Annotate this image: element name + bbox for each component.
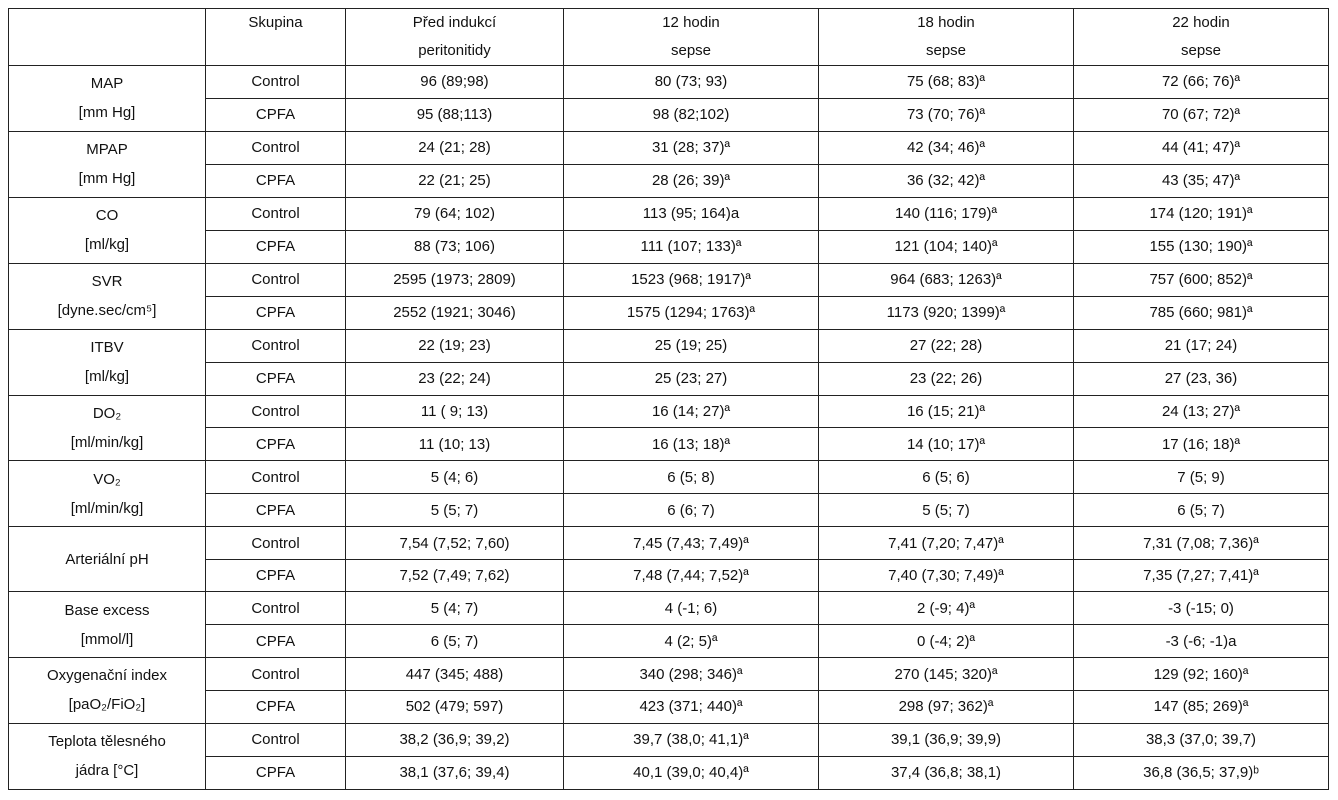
value-cell: 7 (5; 9) xyxy=(1074,461,1329,494)
value-cell: 447 (345; 488) xyxy=(346,658,564,691)
group-cell: Control xyxy=(206,395,346,428)
parameter-name: CO xyxy=(95,207,119,225)
results-table xyxy=(8,8,1329,790)
value-cell: 4 (-1; 6) xyxy=(564,592,819,625)
value-cell: 75 (68; 83)ª xyxy=(819,66,1074,99)
value-cell: 6 (5; 8) xyxy=(564,461,819,494)
group-cell: Control xyxy=(206,263,346,296)
column-header-3 xyxy=(564,9,819,66)
table-row xyxy=(9,66,1329,99)
group-cell: CPFA xyxy=(206,690,346,723)
column-header-line: peritonitidy xyxy=(418,42,491,59)
table-row xyxy=(9,131,1329,164)
group-cell: CPFA xyxy=(206,428,346,461)
column-header-2 xyxy=(346,9,564,66)
column-header-4 xyxy=(819,9,1074,66)
parameter-name: ITBV xyxy=(90,339,124,357)
value-cell: 27 (22; 28) xyxy=(819,329,1074,362)
value-cell: 79 (64; 102) xyxy=(346,197,564,230)
table-row xyxy=(9,329,1329,362)
value-cell: 423 (371; 440)ª xyxy=(564,690,819,723)
table-row xyxy=(9,723,1329,756)
value-cell: 298 (97; 362)ª xyxy=(819,690,1074,723)
table-row xyxy=(9,559,1329,591)
value-cell: 80 (73; 93) xyxy=(564,66,819,99)
column-header-line: sepse xyxy=(925,42,967,59)
parameter-unit: [ml/kg] xyxy=(84,236,130,254)
value-cell: 4 (2; 5)ª xyxy=(564,625,819,658)
column-header-line: 22 hodin xyxy=(1172,14,1230,31)
value-cell: 7,35 (7,27; 7,41)ª xyxy=(1074,559,1329,591)
table-row xyxy=(9,395,1329,428)
value-cell: 113 (95; 164)a xyxy=(564,197,819,230)
value-cell: 6 (6; 7) xyxy=(564,494,819,527)
value-cell: 72 (66; 76)ª xyxy=(1074,66,1329,99)
group-cell: CPFA xyxy=(206,559,346,591)
value-cell: 6 (5; 7) xyxy=(346,625,564,658)
value-cell: 7,52 (7,49; 7,62) xyxy=(346,559,564,591)
parameter-cell xyxy=(9,527,206,592)
value-cell: 27 (23, 36) xyxy=(1074,362,1329,395)
value-cell: 1575 (1294; 1763)ª xyxy=(564,296,819,329)
value-cell: 38,3 (37,0; 39,7) xyxy=(1074,723,1329,756)
parameter-name: DO₂ xyxy=(92,404,122,422)
parameter-cell xyxy=(9,592,206,658)
value-cell: 43 (35; 47)ª xyxy=(1074,164,1329,197)
table-row xyxy=(9,164,1329,197)
table-row xyxy=(9,296,1329,329)
value-cell: 42 (34; 46)ª xyxy=(819,131,1074,164)
table-row xyxy=(9,527,1329,559)
table-row xyxy=(9,197,1329,230)
value-cell: 5 (4; 6) xyxy=(346,461,564,494)
parameter-cell xyxy=(9,66,206,132)
group-cell: Control xyxy=(206,461,346,494)
table-row xyxy=(9,362,1329,395)
value-cell: 147 (85; 269)ª xyxy=(1074,690,1329,723)
group-cell: CPFA xyxy=(206,296,346,329)
value-cell: 7,54 (7,52; 7,60) xyxy=(346,527,564,559)
value-cell: 140 (116; 179)ª xyxy=(819,197,1074,230)
column-header-line: 12 hodin xyxy=(662,14,720,31)
table-row xyxy=(9,428,1329,461)
value-cell: 17 (16; 18)ª xyxy=(1074,428,1329,461)
value-cell: 7,45 (7,43; 7,49)ª xyxy=(564,527,819,559)
value-cell: 11 (10; 13) xyxy=(346,428,564,461)
header-row xyxy=(9,9,1329,66)
value-cell: 25 (19; 25) xyxy=(564,329,819,362)
value-cell: 7,40 (7,30; 7,49)ª xyxy=(819,559,1074,591)
value-cell: 95 (88;113) xyxy=(346,98,564,131)
group-cell: CPFA xyxy=(206,756,346,789)
parameter-name: Arteriální pH xyxy=(65,550,149,568)
parameter-unit: [ml/min/kg] xyxy=(70,433,144,451)
value-cell: 1173 (920; 1399)ª xyxy=(819,296,1074,329)
column-header-0 xyxy=(9,9,206,66)
value-cell: 155 (130; 190)ª xyxy=(1074,230,1329,263)
value-cell: 39,1 (36,9; 39,9) xyxy=(819,723,1074,756)
table-row xyxy=(9,658,1329,691)
value-cell: 40,1 (39,0; 40,4)ª xyxy=(564,756,819,789)
parameter-unit: [ml/kg] xyxy=(84,368,130,386)
value-cell: 23 (22; 26) xyxy=(819,362,1074,395)
value-cell: 88 (73; 106) xyxy=(346,230,564,263)
value-cell: 785 (660; 981)ª xyxy=(1074,296,1329,329)
value-cell: 174 (120; 191)ª xyxy=(1074,197,1329,230)
table-row xyxy=(9,625,1329,658)
parameter-cell xyxy=(9,263,206,329)
value-cell: 38,1 (37,6; 39,4) xyxy=(346,756,564,789)
group-cell: Control xyxy=(206,131,346,164)
value-cell: 11 ( 9; 13) xyxy=(346,395,564,428)
column-header-1 xyxy=(206,9,346,66)
parameter-unit: [paO₂/FiO₂] xyxy=(68,696,146,714)
group-cell: CPFA xyxy=(206,164,346,197)
group-cell: CPFA xyxy=(206,230,346,263)
value-cell: 73 (70; 76)ª xyxy=(819,98,1074,131)
parameter-unit: [ml/min/kg] xyxy=(70,499,144,517)
group-cell: Control xyxy=(206,723,346,756)
value-cell: 24 (13; 27)ª xyxy=(1074,395,1329,428)
value-cell: 22 (19; 23) xyxy=(346,329,564,362)
value-cell: 7,41 (7,20; 7,47)ª xyxy=(819,527,1074,559)
value-cell: 5 (5; 7) xyxy=(346,494,564,527)
parameter-cell xyxy=(9,131,206,197)
parameter-name: VO₂ xyxy=(93,470,121,488)
parameter-name: Teplota tělesného xyxy=(48,733,166,751)
parameter-cell xyxy=(9,395,206,461)
value-cell: 0 (-4; 2)ª xyxy=(819,625,1074,658)
group-cell: Control xyxy=(206,658,346,691)
table-row xyxy=(9,690,1329,723)
table-row xyxy=(9,98,1329,131)
value-cell: 36 (32; 42)ª xyxy=(819,164,1074,197)
value-cell: 31 (28; 37)ª xyxy=(564,131,819,164)
value-cell: 757 (600; 852)ª xyxy=(1074,263,1329,296)
value-cell: 6 (5; 7) xyxy=(1074,494,1329,527)
value-cell: 111 (107; 133)ª xyxy=(564,230,819,263)
value-cell: 38,2 (36,9; 39,2) xyxy=(346,723,564,756)
table-body xyxy=(9,66,1329,790)
value-cell: 16 (15; 21)ª xyxy=(819,395,1074,428)
value-cell: 7,31 (7,08; 7,36)ª xyxy=(1074,527,1329,559)
group-cell: Control xyxy=(206,329,346,362)
parameter-name: Oxygenační index xyxy=(46,667,168,685)
value-cell: -3 (-15; 0) xyxy=(1074,592,1329,625)
parameter-unit: jádra [°C] xyxy=(75,762,139,780)
value-cell: 37,4 (36,8; 38,1) xyxy=(819,756,1074,789)
value-cell: 964 (683; 1263)ª xyxy=(819,263,1074,296)
parameter-unit: [mm Hg] xyxy=(78,170,136,188)
parameter-unit: [mm Hg] xyxy=(78,104,136,122)
value-cell: 2 (-9; 4)ª xyxy=(819,592,1074,625)
parameter-cell xyxy=(9,197,206,263)
value-cell: 1523 (968; 1917)ª xyxy=(564,263,819,296)
parameter-unit: [mmol/l] xyxy=(80,630,134,648)
column-header-line: Před indukcí xyxy=(412,14,497,31)
table-header xyxy=(9,9,1329,66)
value-cell: 5 (5; 7) xyxy=(819,494,1074,527)
value-cell: 14 (10; 17)ª xyxy=(819,428,1074,461)
value-cell: 96 (89;98) xyxy=(346,66,564,99)
value-cell: 36,8 (36,5; 37,9)ᵇ xyxy=(1074,756,1329,789)
value-cell: 129 (92; 160)ª xyxy=(1074,658,1329,691)
parameter-cell xyxy=(9,329,206,395)
parameter-name: Base excess xyxy=(64,601,150,619)
table-row xyxy=(9,230,1329,263)
value-cell: 39,7 (38,0; 41,1)ª xyxy=(564,723,819,756)
group-cell: CPFA xyxy=(206,98,346,131)
table-row xyxy=(9,461,1329,494)
value-cell: 6 (5; 6) xyxy=(819,461,1074,494)
value-cell: 98 (82;102) xyxy=(564,98,819,131)
value-cell: 25 (23; 27) xyxy=(564,362,819,395)
group-cell: CPFA xyxy=(206,362,346,395)
group-cell: Control xyxy=(206,66,346,99)
column-header-line: Skupina xyxy=(248,14,303,31)
parameter-unit: [dyne.sec/cm⁵] xyxy=(57,302,157,320)
parameter-cell xyxy=(9,461,206,527)
value-cell: 121 (104; 140)ª xyxy=(819,230,1074,263)
value-cell: 5 (4; 7) xyxy=(346,592,564,625)
group-cell: Control xyxy=(206,197,346,230)
value-cell: 23 (22; 24) xyxy=(346,362,564,395)
group-cell: Control xyxy=(206,527,346,559)
table-row xyxy=(9,263,1329,296)
table-row xyxy=(9,592,1329,625)
value-cell: 24 (21; 28) xyxy=(346,131,564,164)
parameter-name: MPAP xyxy=(86,141,128,159)
value-cell: 340 (298; 346)ª xyxy=(564,658,819,691)
value-cell: 70 (67; 72)ª xyxy=(1074,98,1329,131)
group-cell: CPFA xyxy=(206,494,346,527)
parameter-name: MAP xyxy=(90,75,124,93)
value-cell: 22 (21; 25) xyxy=(346,164,564,197)
column-header-5 xyxy=(1074,9,1329,66)
value-cell: 502 (479; 597) xyxy=(346,690,564,723)
value-cell: 2595 (1973; 2809) xyxy=(346,263,564,296)
value-cell: -3 (-6; -1)a xyxy=(1074,625,1329,658)
parameter-cell xyxy=(9,723,206,789)
parameter-name: SVR xyxy=(91,273,123,291)
value-cell: 270 (145; 320)ª xyxy=(819,658,1074,691)
column-header-line: sepse xyxy=(1180,42,1222,59)
value-cell: 7,48 (7,44; 7,52)ª xyxy=(564,559,819,591)
value-cell: 16 (14; 27)ª xyxy=(564,395,819,428)
table-row xyxy=(9,494,1329,527)
group-cell: Control xyxy=(206,592,346,625)
parameter-cell xyxy=(9,658,206,724)
group-cell: CPFA xyxy=(206,625,346,658)
value-cell: 16 (13; 18)ª xyxy=(564,428,819,461)
value-cell: 28 (26; 39)ª xyxy=(564,164,819,197)
table-row xyxy=(9,756,1329,789)
column-header-line: 18 hodin xyxy=(917,14,975,31)
value-cell: 2552 (1921; 3046) xyxy=(346,296,564,329)
column-header-line: sepse xyxy=(670,42,712,59)
value-cell: 44 (41; 47)ª xyxy=(1074,131,1329,164)
value-cell: 21 (17; 24) xyxy=(1074,329,1329,362)
